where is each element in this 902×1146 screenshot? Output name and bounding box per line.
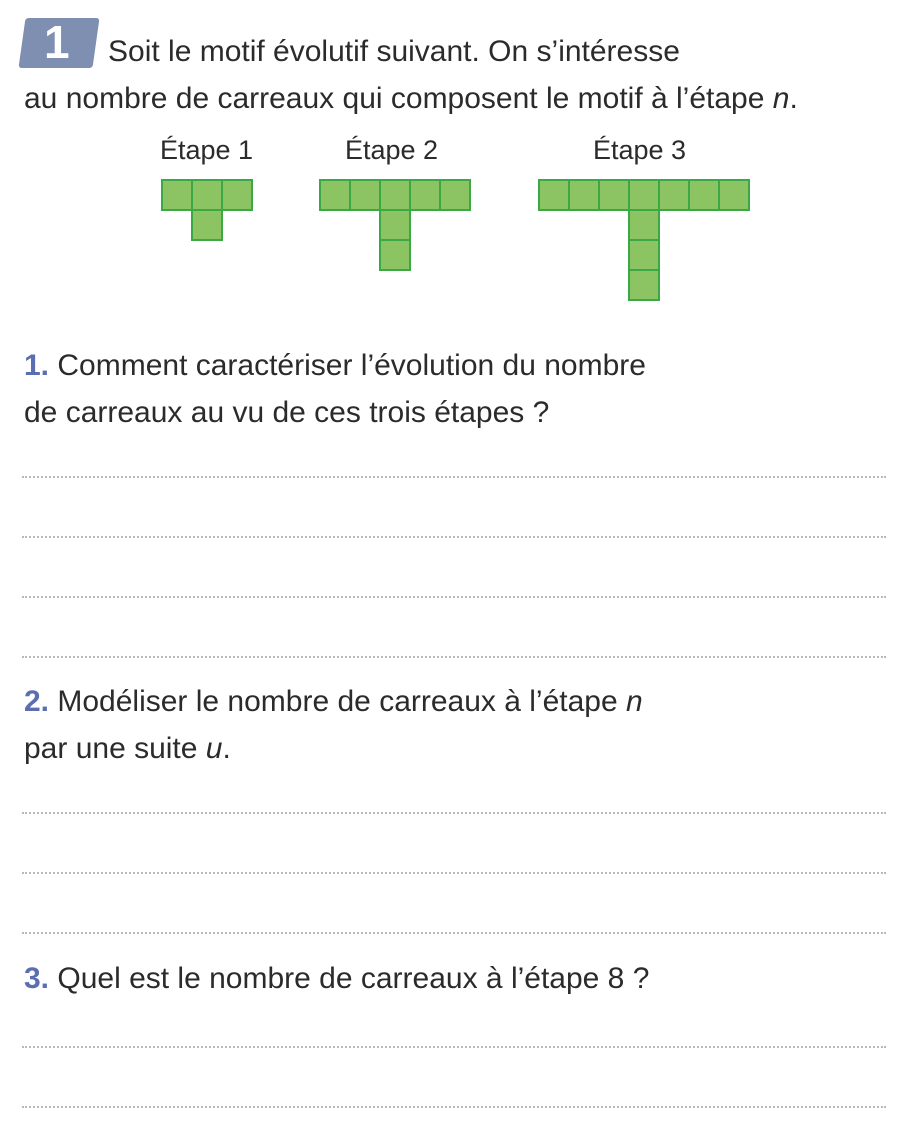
intro-line-1: Soit le motif évolutif suivant. On s’intéresse xyxy=(108,35,680,68)
tile xyxy=(539,180,569,210)
motif-stage-1 xyxy=(162,180,252,240)
answer-line-2b[interactable] xyxy=(22,872,886,874)
tile xyxy=(629,240,659,270)
answer-line-3b[interactable] xyxy=(22,1106,886,1108)
tile xyxy=(689,180,719,210)
tile xyxy=(599,180,629,210)
question-2-line-1 xyxy=(24,678,643,725)
question-1-line-1 xyxy=(24,342,646,389)
answer-line-1b[interactable] xyxy=(22,536,886,538)
question-2 xyxy=(24,678,643,772)
answer-line-1c[interactable] xyxy=(22,596,886,598)
stage-label-3: Étape 3 xyxy=(593,135,687,165)
question-3 xyxy=(24,955,649,1002)
tile xyxy=(659,180,689,210)
motif-stage-3 xyxy=(539,180,749,300)
question-2-line-2 xyxy=(24,725,643,772)
question-2-text: Modéliser le nombre de carreaux à l’étape xyxy=(49,685,627,718)
intro-line-2-end: . xyxy=(789,82,798,115)
question-2-number: 2. xyxy=(24,685,50,718)
question-3-line-1 xyxy=(24,955,649,1002)
exercise-number: 1 xyxy=(44,16,70,68)
tile xyxy=(629,270,659,300)
tile xyxy=(410,180,440,210)
answer-line-2c[interactable] xyxy=(22,932,886,934)
answer-line-1a[interactable] xyxy=(22,476,886,478)
question-2-line-2-end: . xyxy=(222,732,231,765)
question-1 xyxy=(24,342,646,436)
variable-u: u xyxy=(205,732,223,765)
tile xyxy=(320,180,350,210)
question-1-number: 1. xyxy=(24,349,50,382)
answer-line-2a[interactable] xyxy=(22,812,886,814)
tile xyxy=(380,240,410,270)
answer-line-3a[interactable] xyxy=(22,1046,886,1048)
answer-line-1d[interactable] xyxy=(22,656,886,658)
variable-n: n xyxy=(772,82,790,115)
motif-stage-2 xyxy=(320,180,470,270)
tile xyxy=(350,180,380,210)
intro-line-2-text: au nombre de carreaux qui composent le motif à l’étape xyxy=(24,82,773,115)
tile xyxy=(629,180,659,210)
question-3-text: Quel est le nombre de carreaux à l’étape 8 ? xyxy=(49,962,650,995)
tile xyxy=(719,180,749,210)
question-1-text: Comment caractériser l’évolution du nombre xyxy=(49,349,646,382)
question-3-number: 3. xyxy=(24,962,50,995)
tile xyxy=(440,180,470,210)
tile xyxy=(380,210,410,240)
tile xyxy=(162,180,192,210)
tile xyxy=(569,180,599,210)
tile xyxy=(192,180,222,210)
tile xyxy=(192,210,222,240)
stage-label-1: Étape 1 xyxy=(160,135,254,165)
tile xyxy=(629,210,659,240)
stage-label-2: Étape 2 xyxy=(345,135,439,165)
question-2-line-2-text: par une suite xyxy=(24,732,206,765)
tile xyxy=(380,180,410,210)
question-1-line-2: de carreaux au vu de ces trois étapes ? xyxy=(24,396,550,429)
variable-n: n xyxy=(626,685,643,718)
tile xyxy=(222,180,252,210)
